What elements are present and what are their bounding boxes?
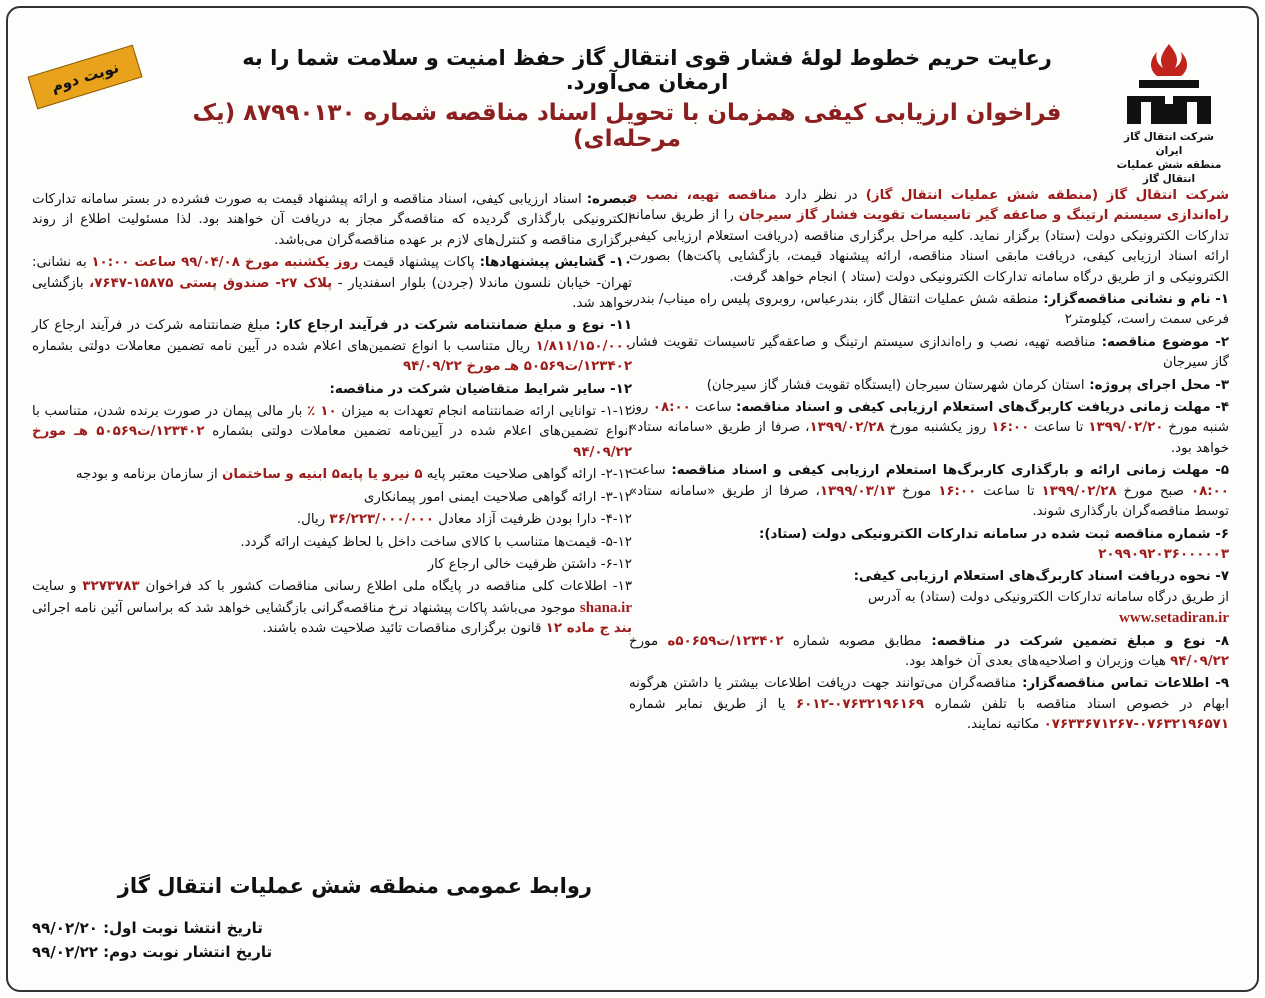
item-text: ۱۳- اطلاعات کلی مناقصه در پایگاه ملی اطلاع رسانی مناقصات کشور با کد فراخوان (139, 579, 633, 595)
item-text: هیات وزیران و اصلاحیه‌های بعدی آن خواهد بود. (904, 653, 1171, 669)
date-value: ۱۳۹۹/۰۲/۲۸ (809, 420, 885, 436)
item-heading: ۸- نوع و مبلغ تضمین شرکت در مناقصه: (921, 633, 1229, 649)
item-text: مطابق مصوبه شماره (783, 633, 922, 649)
item-text: و سایت (32, 579, 83, 595)
note-heading: تبصره: (581, 192, 632, 207)
capacity-amount: ۳۶/۲۲۳/۰۰۰/۰۰۰ (329, 512, 434, 528)
item-6 (629, 525, 1229, 566)
second-publication-date: تاریخ انتشار نوبت دوم: ۹۹/۰۲/۲۲ (32, 943, 273, 961)
item-text: قانون برگزاری مناقصات تائید صلاحیت شده باشند. (262, 621, 546, 637)
item-text: بار مالی پیمان در صورت برنده شدن، متناسب با انواع تضمین‌های اعلام شده در آیین‌نامه تضمین معاملات دولتی بشماره (32, 404, 632, 440)
guarantee-amount: ۱/۸۱۱/۱۵۰/۰۰۰ (535, 338, 632, 354)
public-relations-signature: روابط عمومی منطقه شش عملیات انتقال گاز (117, 874, 592, 898)
item-11 (32, 316, 632, 377)
shana-link[interactable]: shana.ir (579, 599, 632, 616)
item-text: مکاتبه نمایند. (966, 717, 1044, 733)
regulation-ref: ۱۲۳۴۰۲/ت۵۰۵۶۹ هـ مورخ ۹۴/۰۹/۲۲ (32, 424, 632, 460)
note-paragraph (32, 190, 632, 251)
item-heading: ۳- محل اجرای پروژه: (1084, 377, 1229, 393)
intro-text: در نظر دارد (776, 188, 866, 203)
item-13 (32, 577, 632, 639)
item-text: منطقه شش عملیات انتقال گاز، بندرعباس، روبروی پلیس راه میناب/ بندر، فرعی سمت راست، کیلومتر۲ (629, 292, 1229, 328)
item-heading: ۱۱- نوع و مبلغ ضمانتنامه شرکت در فرآیند ارجاع کار: (275, 318, 632, 334)
regulation-ref: ۱۲۳۴۰۲/ت۵۰۵۶۹ هـ مورخ ۹۴/۰۹/۲۲ (402, 359, 632, 375)
item-text: مورخ (895, 483, 939, 499)
item-text: موجود می‌باشد پاکات پیشنهاد نرخ مناقصه‌گرانی بازگشایی خواهد شد که براساس آئین نامه اجرائی (32, 600, 580, 616)
item-4 (629, 398, 1229, 459)
item-text: استان کرمان شهرستان سیرجان (ایستگاه تقویت فشار گاز سیرجان) (706, 377, 1085, 393)
item-text: مورخ (629, 633, 668, 649)
footer (32, 874, 592, 964)
percent-value: ۱۰ ٪ (307, 404, 337, 420)
date-value: ۹۴/۰۹/۲۲ (1170, 653, 1229, 669)
tender-title: فراخوان ارزیابی کیفی همزمان با تحویل اسناد مناقصه شماره ۸۷۹۹۰۱۳۰ (یک مرحله‌ای) (192, 100, 1062, 152)
advertisement-frame (6, 6, 1259, 992)
phone-number: ۰۷۶۳۲۱۹۶۱۶۹-۶۰۱۲ (795, 696, 925, 712)
item-8 (629, 632, 1229, 673)
item-text: تا ساعت (1029, 420, 1089, 436)
item-text: ساعت (690, 400, 736, 416)
item-1 (629, 290, 1229, 331)
item-12-1 (32, 402, 632, 463)
company-ref: شرکت انتقال گاز (منطقه شش عملیات انتقال گاز) (865, 188, 1229, 203)
item-text: روز شنبه مورخ (629, 400, 1229, 436)
item-text: مبلغ ضمانتنامه شرکت در فرآیند ارجاع کار (32, 318, 276, 334)
company-name: شرکت انتقال گاز ایران (1124, 131, 1214, 157)
item-text: ، صرفا از طریق «سامانه ستاد» خواهد بود. (629, 420, 1229, 456)
note-text: اسناد ارزیابی کیفی، اسناد مناقصه و ارائه پیشنهاد قیمت به صورت فشرده در بستر سامانه تدارکات الکترونیکی بارگذاری گردیده که مناقصه‌گر مجاز به دریافت آن خواهند بود. لذا مسئولیت اطلاع از روند برگزاری مناقصه و کنترل‌های لازم بر عهده مناقصه‌گران می‌باشد. (32, 192, 632, 248)
item-text: به نشانی: تهران- خیابان نلسون ماندلا (جردن) بلوار اسفندیار - (32, 255, 632, 291)
resolution-number: ۱۲۳۴۰۲/ت۵۰۶۵۹ه (667, 633, 784, 649)
time-value: ۱۶:۰۰ (991, 420, 1030, 436)
item-heading: ۱۲- سایر شرایط متقاضیان شرکت در مناقصه: (329, 381, 632, 397)
item-9 (629, 674, 1229, 735)
item-12-2 (32, 465, 632, 485)
region-name: منطقه شش عملیات انتقال گاز (1116, 159, 1222, 185)
time-value: ۰۸:۰۰ (1190, 483, 1229, 499)
time-value: ۰۸:۰۰ (652, 400, 691, 416)
item-heading: ۴- مهلت زمانی دریافت کاربرگ‌های استعلام ارزیابی کیفی و اسناد مناقصه: (735, 400, 1230, 416)
tender-subject: مناقصه تهیه، نصب و راه‌اندازی سیستم ارتینگ و صاعقه گیر تاسیسات تقویت فشار گاز سیرجان (629, 188, 1229, 224)
fax-number: ۰۷۶۳۲۱۹۶۵۷۱-۰۷۶۳۳۶۷۱۲۶۷ (1043, 717, 1229, 733)
item-text: مناقصه‌گران می‌توانند جهت دریافت اطلاعات بیشتر یا داشتن هرگونه ابهام در خصوص اسناد مناقصه با تلفن شماره (629, 676, 1229, 712)
item-12-3: ۳-۱۲- ارائه گواهی صلاحیت ایمنی امور پیمانکاری (363, 489, 632, 505)
item-12-4 (32, 510, 632, 530)
item-heading: ۲- موضوع مناقصه: (1095, 334, 1229, 350)
setadiran-link[interactable]: www.setadiran.ir (1119, 610, 1229, 627)
item-12 (32, 380, 632, 400)
opening-datetime: روز یکشنبه مورخ ۹۹/۰۴/۰۸ ساعت ۱۰:۰۰ (91, 255, 359, 271)
item-text: از طریق درگاه سامانه تدارکات الکترونیکی دولت (ستاد) به آدرس (867, 589, 1229, 605)
item-text: روز یکشنبه مورخ (884, 420, 992, 436)
item-text: تا ساعت (976, 483, 1042, 499)
right-column (629, 186, 1229, 738)
item-text: صبح مورخ (1116, 483, 1191, 499)
item-heading: ۶- شماره مناقصه ثبت شده در سامانه تدارکات الکترونیکی دولت (ستاد): (759, 526, 1229, 542)
first-publication-date: تاریخ انتشا نوبت اول: ۹۹/۰۲/۲۰ (32, 919, 263, 937)
item-text: پاکات پیشنهاد قیمت (358, 255, 475, 271)
tender-number: ۲۰۹۹۰۹۲۰۳۶۰۰۰۰۰۳ (1098, 546, 1229, 562)
item-text: ۲-۱۲- ارائه گواهی صلاحیت معتبر پایه (422, 467, 632, 483)
item-text: ریال. (296, 512, 330, 528)
date-value: ۱۳۹۹/۰۳/۱۳ (819, 483, 895, 499)
item-text: ساعت (629, 463, 672, 479)
item-text: ۱-۱۲- توانایی ارائه ضمانتنامه انجام تعهدات به میزان (336, 404, 632, 420)
item-heading: ۹- اطلاعات تماس مناقصه‌گزار: (1016, 676, 1229, 692)
item-heading: ۷- نحوه دریافت اسناد کاربرگ‌های استعلام ارزیابی کیفی: (853, 569, 1229, 585)
item-heading: ۱۰- گشایش پیشنهادها: (474, 255, 632, 271)
item-text: بازگشایی خواهد شد. (32, 275, 632, 312)
item-5 (629, 461, 1229, 522)
company-logo (1109, 38, 1229, 186)
item-text: مناقصه تهیه، نصب و راه‌اندازی سیستم ارتینگ و صاعقه‌گیر تاسیسات تقویت فشار گاز سیرجان (629, 334, 1229, 371)
grade-requirement: ۵ نیرو یا پایه۵ ابنیه و ساختمان (222, 467, 423, 483)
item-heading: ۵- مهلت زمانی ارائه و بارگذاری کاربرگ‌ها استعلام ارزیابی کیفی و اسناد مناقصه: (671, 463, 1229, 479)
item-heading: ۱- نام و نشانی مناقصه‌گزار: (1038, 292, 1229, 308)
gas-company-logo-icon (1117, 38, 1221, 130)
item-text: ، صرفا از طریق «سامانه ستاد» توسط مناقصه‌گران بارگذاری شوند. (629, 483, 1229, 520)
time-value: ۱۶:۰۰ (938, 483, 977, 499)
item-2 (629, 333, 1229, 374)
safety-slogan: رعایت حریم خطوط لولهٔ فشار قوی انتقال گاز حفظ امنیت و سلامت شما را به ارمغان می‌آورد. (242, 46, 1052, 94)
date-value: ۱۳۹۹/۰۲/۲۰ (1088, 420, 1164, 436)
intro-text: را از طریق سامانه تدارکات الکترونیکی دولت (ستاد) برگزار نماید. کلیه مراحل برگزاری مناقصه (دریافت استعلام ارزیابی کیفی ارائه اسناد ارزیابی کیفی، دریافت مابقی اسناد مناقصه، ارائه پیشنهاد قیمت، بازگشایی پاکت‌ها) بصورت الکترونیکی و از طریق درگاه سامانه تدارکات الکترونیکی دولت (ستاد ) انجام خواهد گرفت. (629, 208, 1229, 285)
intro-paragraph (629, 186, 1229, 288)
publication-badge: نوبت دوم (27, 45, 142, 110)
date-value: ۱۳۹۹/۰۲/۲۸ (1041, 483, 1117, 499)
item-12-6: ۶-۱۲- داشتن ظرفیت خالی ارجاع کار (427, 556, 632, 572)
item-3 (629, 376, 1229, 396)
item-10 (32, 253, 632, 314)
item-text: ریال متناسب با انواع تضمین‌های اعلام شده در آیین نامه تضمین معاملات دولتی بشماره (32, 338, 536, 354)
item-text: از سازمان برنامه و بودجه (75, 467, 222, 483)
item-12-5: ۵-۱۲- قیمت‌ها متناسب با کالای ساخت داخل با لحاظ کیفیت ارائه گردد. (240, 534, 632, 550)
law-clause: بند ج ماده ۱۲ (545, 621, 632, 637)
postal-address: پلاک ۲۷- صندوق پستی ۱۵۸۷۵-۷۶۴۷، (89, 275, 333, 291)
call-code: ۳۲۷۳۷۸۳ (82, 579, 140, 595)
item-7 (629, 567, 1229, 629)
left-column (32, 190, 632, 642)
item-text: ۴-۱۲- دارا بودن ظرفیت آزاد معادل (433, 512, 632, 528)
item-text: یا از طریق نمابر شماره (629, 696, 796, 712)
